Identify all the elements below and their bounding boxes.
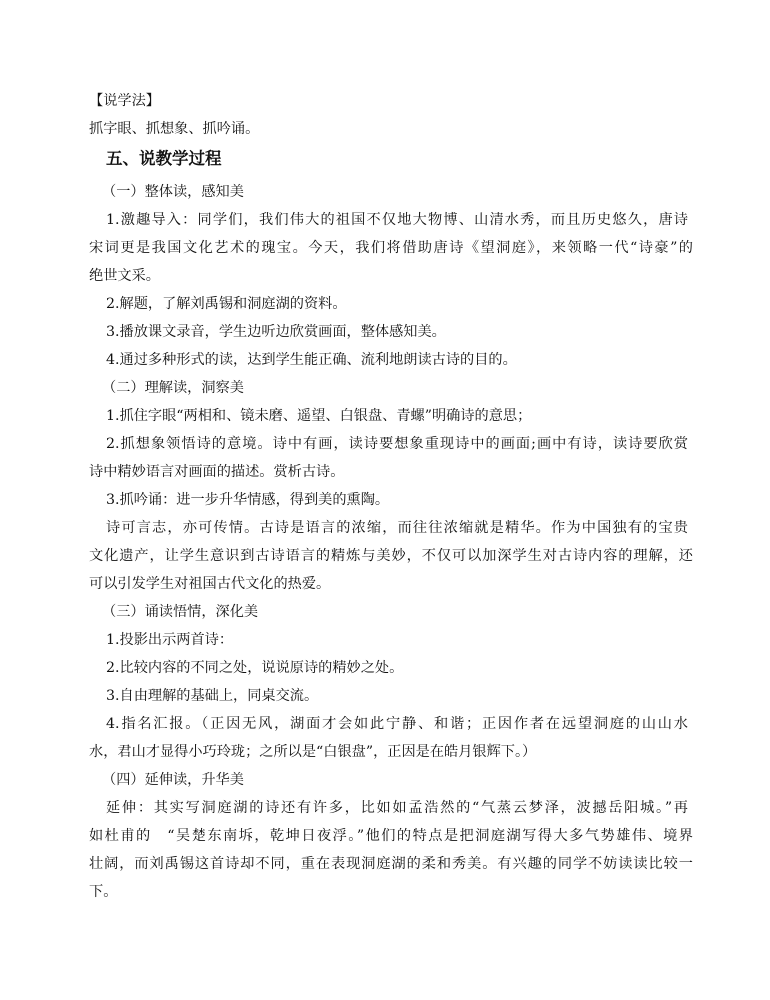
- part2-para-line1: 诗可言志，亦可传情。古诗是语言的浓缩，而往往浓缩就是精华。作为中国独有的宝贵: [106, 520, 688, 536]
- part3-item4-line1: 4.指名汇报。（正因无风，湖面才会如此宁静、和谐；正因作者在远望洞庭的山山水: [106, 716, 688, 732]
- part2-item1: 1.抓住字眼“两相和、镜未磨、遥望、白银盘、青螺”明确诗的意思；: [106, 408, 532, 424]
- learning-method-text: 抓字眼、抓想象、抓吟诵。: [89, 121, 260, 137]
- part1-item4: 4.通过多种形式的读，达到学生能正确、流利地朗读古诗的目的。: [106, 352, 517, 368]
- part3-item4-line2: 水，君山才显得小巧玲珑；之所以是“白银盘”，正因是在皓月银辉下。）: [89, 744, 537, 760]
- part4-para-line2: 如杜甫的 “吴楚东南坼，乾坤日夜浮。”他们的特点是把洞庭湖写得大多气势雄伟、境界: [89, 828, 693, 844]
- part3-title: （三）诵读悟情，深化美: [102, 604, 259, 620]
- part2-item3: 3.抓吟诵：进一步升华情感，得到美的熏陶。: [106, 492, 390, 508]
- part3-item1: 1.投影出示两首诗：: [106, 632, 234, 648]
- part3-item2: 2.比较内容的不同之处，说说原诗的精妙之处。: [106, 660, 404, 676]
- part2-title: （二）理解读，洞察美: [102, 380, 244, 396]
- part4-para-line3: 壮阔，而刘禹锡这首诗却不同，重在表现洞庭湖的柔和秀美。有兴趣的同学不妨读读比较一: [89, 856, 693, 872]
- part1-item3: 3.播放课文录音，学生边听边欣赏画面，整体感知美。: [106, 324, 446, 340]
- part2-item2-line2: 诗中精妙语言对画面的描述。赏析古诗。: [89, 464, 345, 480]
- part1-item1-line1: 1.激趣导入：同学们，我们伟大的祖国不仅地大物博、山清水秀，而且历史悠久，唐诗: [106, 212, 688, 228]
- part4-para-line4: 下。: [89, 884, 118, 900]
- part4-title: （四）延伸读，升华美: [102, 772, 244, 788]
- part2-para-line2: 文化遗产，让学生意识到古诗语言的精炼与美妙，不仅可以加深学生对古诗内容的理解，还: [89, 548, 693, 564]
- part1-title: （一）整体读，感知美: [102, 184, 244, 200]
- section-heading: 五、说教学过程: [106, 149, 222, 168]
- part4-para-line1: 延伸：其实写洞庭湖的诗还有许多，比如如孟浩然的“气蒸云梦泽，波撼岳阳城。”再: [106, 800, 688, 816]
- part1-item2: 2.解题，了解刘禹锡和洞庭湖的资料。: [106, 296, 347, 312]
- learning-method-title: 【说学法】: [89, 93, 160, 109]
- part3-item3: 3.自由理解的基础上，同桌交流。: [106, 688, 319, 704]
- part2-para-line3: 可以引发学生对祖国古代文化的热爱。: [89, 576, 331, 592]
- part1-item1-line2: 宋词更是我国文化艺术的瑰宝。今天，我们将借助唐诗《望洞庭》，来领略一代“诗豪”的: [89, 240, 693, 256]
- part1-item1-line3: 绝世文采。: [89, 268, 160, 284]
- part2-item2-line1: 2.抓想象领悟诗的意境。诗中有画，读诗要想象重现诗中的画面;画中有诗，读诗要欣赏: [106, 436, 688, 452]
